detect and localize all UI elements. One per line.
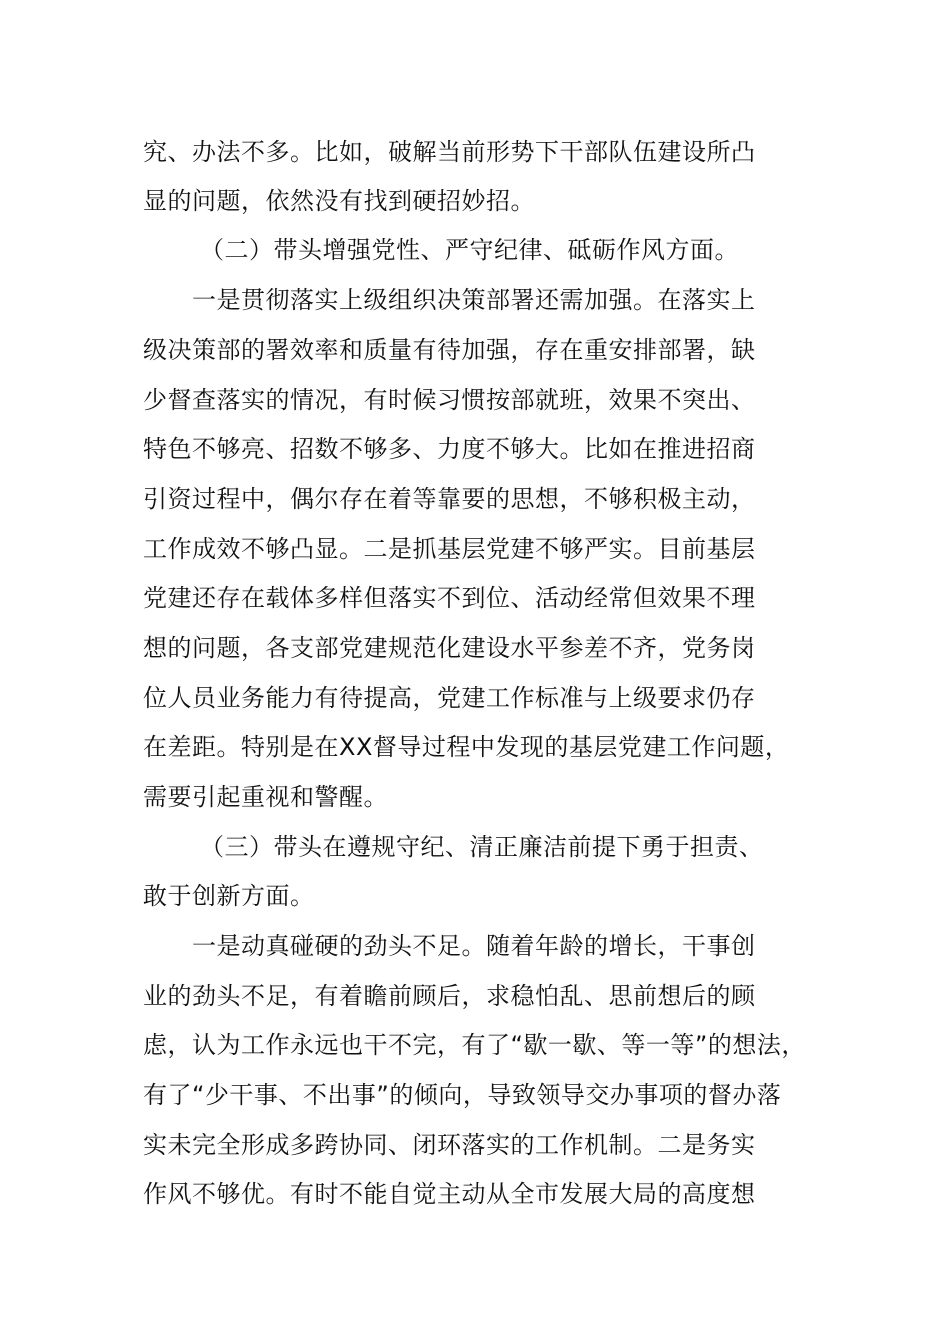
text-line: 想的问题，各支部党建规范化建设水平参差不齐，党务岗 — [143, 634, 756, 662]
text-line: 级决策部的署效率和质量有待加强，存在重安排部署，缺 — [143, 336, 756, 364]
text-line: 究、办法不多。比如，破解当前形势下干部队伍建设所凸 — [143, 138, 756, 166]
text-line: 显的问题，依然没有找到硬招妙招。 — [143, 187, 535, 215]
text-line: 在差距。特别是在XX督导过程中发现的基层党建工作问题， — [143, 733, 790, 761]
section-heading-continued: 敢于创新方面。 — [143, 882, 315, 910]
text-line: 实未完全形成多跨协同、闭环落实的工作机制。二是务实 — [143, 1131, 756, 1159]
text-line: 作风不够优。有时不能自觉主动从全市发展大局的高度想 — [143, 1180, 756, 1208]
section-heading: （二）带头增强党性、严守纪律、砥砺作风方面。 — [200, 236, 739, 264]
text-line: 特色不够亮、招数不够多、力度不够大。比如在推进招商 — [143, 435, 756, 463]
text-line: 少督查落实的情况，有时候习惯按部就班，效果不突出、 — [143, 386, 756, 414]
text-line: 工作成效不够凸显。二是抓基层党建不够严实。目前基层 — [143, 535, 756, 563]
text-line: 业的劲头不足，有着瞻前顾后，求稳怕乱、思前想后的顾 — [143, 982, 756, 1010]
text-line: 党建还存在载体多样但落实不到位、活动经常但效果不理 — [143, 584, 756, 612]
text-line: 虑，认为工作永远也干不完，有了“歇一歇、等一等”的想法， — [143, 1031, 806, 1059]
text-line: 一是贯彻落实上级组织决策部署还需加强。在落实上 — [192, 286, 756, 314]
text-line: 有了“少干事、不出事”的倾向，导致领导交办事项的督办落 — [143, 1081, 782, 1109]
text-line: 一是动真碰硬的劲头不足。随着年龄的增长，干事创 — [192, 932, 756, 960]
text-line: 位人员业务能力有待提高，党建工作标准与上级要求仍存 — [143, 684, 756, 712]
text-line: 需要引起重视和警醒。 — [143, 783, 388, 811]
section-heading: （三）带头在遵规守纪、清正廉洁前提下勇于担责、 — [200, 833, 764, 861]
text-line: 引资过程中，偶尔存在着等靠要的思想，不够积极主动， — [143, 485, 756, 513]
